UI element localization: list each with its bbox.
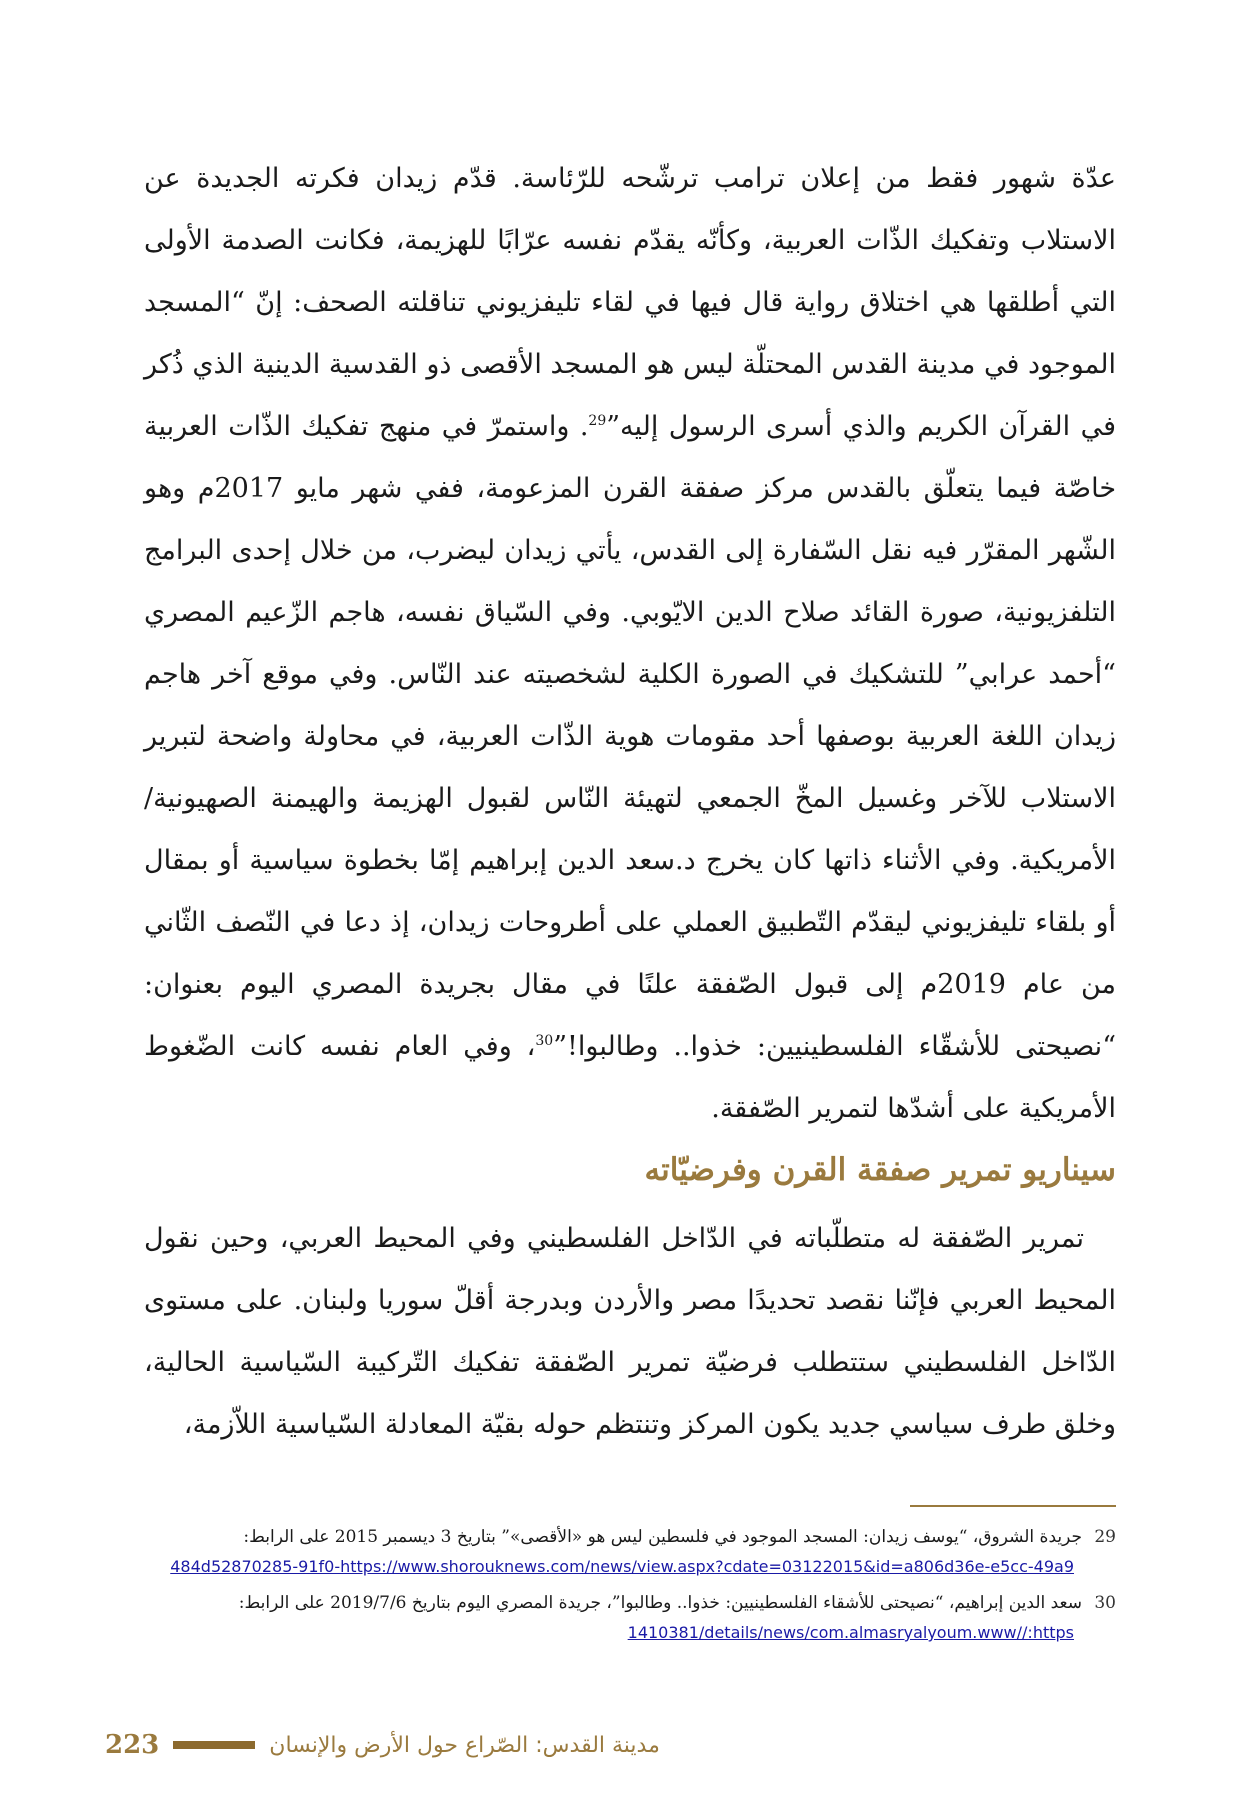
running-title: مدينة القدس: الصّراع حول الأرض والإنسان bbox=[269, 1732, 660, 1758]
footnote-number: 30 bbox=[1094, 1593, 1116, 1613]
footnote-link[interactable]: 1410381/details/news/com.almasryalyoum.www//:https bbox=[627, 1623, 1074, 1642]
footnote-reference[interactable]: 30 bbox=[535, 1033, 554, 1049]
footnote-reference[interactable]: 29 bbox=[588, 413, 607, 429]
footnote-text: سعد الدين إبراهيم، “نصيحتى للأشقاء الفلسطينيين: خذوا.. وطالبوا”، جريدة المصري اليوم بتاريخ 2019/7/6 على الرابط: bbox=[238, 1593, 1082, 1613]
body-text-bottom bbox=[144, 1208, 1116, 1456]
footnote-divider bbox=[910, 1505, 1116, 1507]
footnotes bbox=[144, 1522, 1116, 1654]
body-text-top bbox=[144, 148, 1116, 1140]
page-footer bbox=[105, 1725, 660, 1765]
footer-bar bbox=[173, 1741, 255, 1749]
page-number: 223 bbox=[105, 1730, 160, 1760]
footnote-link[interactable]: 484d52870285-91f0-https://www.shorouknews.com/news/view.aspx?cdate=03122015&id=a806d36e-e5cc-49a9 bbox=[170, 1557, 1074, 1576]
paragraph-text: ، وفي العام نفسه كانت الضّغوط الأمريكية على أشدّها لتمرير الصّفقة. bbox=[144, 1031, 1116, 1124]
footnote-29 bbox=[144, 1522, 1116, 1582]
footnote-number: 29 bbox=[1094, 1527, 1116, 1547]
footnote-text: جريدة الشروق، “يوسف زيدان: المسجد الموجود في فلسطين ليس هو «الأقصى»” بتاريخ 3 ديسمبر 2015 على الرابط: bbox=[243, 1527, 1082, 1547]
paragraph bbox=[144, 148, 1116, 1140]
footnote-30 bbox=[144, 1588, 1116, 1648]
section-heading: سيناريو تمرير صفقة القرن وفرضيّاته bbox=[644, 1152, 1116, 1188]
paragraph-text: عدّة شهور فقط من إعلان ترامب ترشّحه للرّئاسة. قدّم زيدان فكرته الجديدة عن الاستلاب وتفكيك الذّات العربية، وكأنّه يقدّم نفسه عرّابًا للهزيمة، فكانت الصدمة الأولى التي أطلقها هي اختلاق رواية قال فيها في لقاء تليفزيوني تناقلته الصحف: إنّ “المسجد الموجود في مدينة القدس المحتلّة ليس هو المسجد الأقصى ذو القدسية الدينية الذي ذُكر في القرآن الكريم والذي أسرى الرسول إليه” bbox=[144, 163, 1116, 442]
paragraph-text: . واستمرّ في منهج تفكيك الذّات العربية خاصّة فيما يتعلّق بالقدس مركز صفقة القرن المزعومة، ففي شهر مايو 2017م وهو الشّهر المقرّر فيه نقل السّفارة إلى القدس، يأتي زيدان ليضرب، من خلال إحدى البرامج التلفزيونية، صورة القائد صلاح الدين الايّوبي. وفي السّياق نفسه، هاجم الزّعيم المصري “أحمد عرابي” للتشكيك في الصورة الكلية لشخصيته عند النّاس. وفي موقع آخر هاجم زيدان اللغة العربية بوصفها أحد مقومات هوية الذّات العربية، في محاولة واضحة لتبرير الاستلاب للآخر وغسيل المخّ الجمعي لتهيئة النّاس لقبول الهزيمة والهيمنة الصهيونية/ الأمريكية. وفي الأثناء ذاتها كان يخرج د.سعد الدين إبراهيم إمّا بخطوة سياسية أو بمقال أو بلقاء تليفزيوني ليقدّم التّطبيق العملي على أطروحات زيدان، إذ دعا في النّصف الثّاني من عام 2019م إلى قبول الصّفقة علنًا في مقال بجريدة المصري اليوم بعنوان: “نصيحتى للأشقّاء الفلسطينيين: خذوا.. وطالبوا!” bbox=[144, 411, 1117, 1062]
paragraph: تمرير الصّفقة له متطلّباته في الدّاخل الفلسطيني وفي المحيط العربي، وحين نقول المحيط العربي فإنّنا نقصد تحديدًا مصر والأردن وبدرجة أقلّ سوريا ولبنان. على مستوى الدّاخل الفلسطيني ستتطلب فرضيّة تمرير الصّفقة تفكيك التّركيبة السّياسية الحالية، وخلق طرف سياسي جديد يكون المركز وتنتظم حوله بقيّة المعادلة السّياسية اللاّزمة، bbox=[144, 1223, 1116, 1440]
